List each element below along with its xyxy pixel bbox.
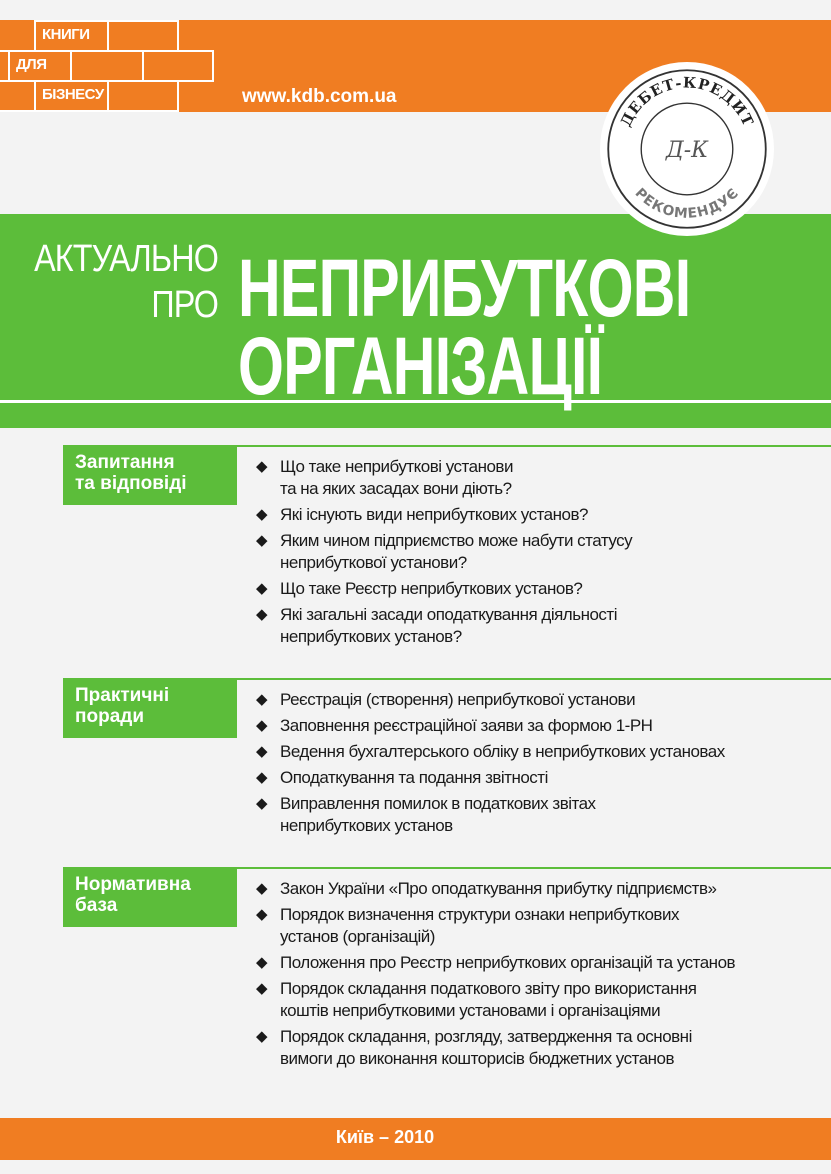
section-qa: [0, 445, 831, 678]
section-label-line: поради: [75, 706, 144, 727]
imprint-city-year: Київ – 2010: [335, 1127, 435, 1147]
diamond-bullet-icon: ◆: [256, 980, 268, 997]
diamond-bullet-icon: ◆: [256, 954, 268, 971]
stamp-signature: Д-К: [665, 138, 709, 164]
section-label-line: Нормативна: [75, 874, 191, 895]
section-label-line: база: [75, 895, 118, 916]
publisher-url[interactable]: www.kdb.com.ua: [242, 86, 397, 107]
diamond-bullet-icon: ◆: [256, 769, 268, 786]
list-item: [256, 741, 831, 763]
section-label-regulations: [63, 867, 237, 927]
list-item-text: Реєстрація (створення) неприбуткової установи: [280, 690, 636, 709]
logo-cell: [142, 50, 214, 82]
list-item-text: Що таке Реєстр неприбуткових установ?: [280, 579, 583, 598]
section-label-line: Запитання: [75, 452, 175, 473]
section-label-line: Практичні: [75, 685, 170, 706]
diamond-bullet-icon: ◆: [256, 906, 268, 923]
list-item-text: Що таке неприбуткові установи та на яких засадах вони діють?: [280, 457, 513, 498]
list-item-text: Які загальні засади оподаткування діяльності неприбуткових установ?: [280, 605, 617, 646]
logo-cell: [70, 50, 144, 82]
diamond-bullet-icon: ◆: [256, 458, 268, 475]
list-item-text: Порядок складання податкового звіту про використання коштів неприбутковими установами і організаціями: [280, 979, 697, 1020]
list-item-text: Яким чином підприємство може набути статусу неприбуткової установи?: [280, 531, 633, 572]
stamp-top-text: ДЕБЕТ-КРЕДИТ: [617, 74, 757, 130]
title-main-line2: ОРГАНІЗАЦІЇ: [238, 321, 603, 412]
diamond-bullet-icon: ◆: [256, 795, 268, 812]
list-item: [256, 456, 831, 500]
series-word-books: КНИГИ: [34, 20, 109, 52]
svg-text:ДЕБЕТ-КРЕДИТ: [617, 74, 756, 129]
list-item-text: Ведення бухгалтерського обліку в неприбуткових установах: [280, 742, 725, 761]
diamond-bullet-icon: ◆: [256, 743, 268, 760]
list-item-text: Заповнення реєстраційної заяви за формою 1-РН: [280, 716, 653, 735]
list-item: [256, 878, 831, 900]
list-item-text: Порядок складання, розгляду, затвердження та основні вимоги до виконання кошторисів бюджетних установ: [280, 1027, 692, 1068]
logo-cell: [107, 20, 179, 52]
section-regulations: [0, 867, 831, 1070]
list-item-text: Оподаткування та подання звітності: [280, 768, 548, 787]
series-word-for: ДЛЯ: [8, 50, 72, 82]
diamond-bullet-icon: ◆: [256, 1028, 268, 1045]
section-tips: [0, 678, 831, 867]
list-item-text: Закон України «Про оподаткування прибутку підприємств»: [280, 879, 717, 898]
list-item-text: Виправлення помилок в податкових звітах неприбуткових установ: [280, 794, 596, 835]
stamp-bottom-text: РЕКОМЕНДУЄ: [631, 185, 743, 223]
list-item-text: Які існують види неприбуткових установ?: [280, 505, 588, 524]
list-item: [256, 1026, 831, 1070]
diamond-bullet-icon: ◆: [256, 532, 268, 549]
series-word-business: БІЗНЕСУ: [34, 80, 109, 112]
list-item-text: Положення про Реєстр неприбуткових організацій та установ: [280, 953, 736, 972]
diamond-bullet-icon: ◆: [256, 580, 268, 597]
section-label-line: та відповіді: [75, 473, 187, 494]
list-item: [256, 978, 831, 1022]
contents-sections: [0, 445, 831, 1074]
list-item: [256, 793, 831, 837]
section-items-regulations: [256, 867, 831, 1070]
diamond-bullet-icon: ◆: [256, 606, 268, 623]
list-item: [256, 715, 831, 737]
svg-text:РЕКОМЕНДУЄ: [632, 185, 743, 222]
list-item: [256, 530, 831, 574]
diamond-bullet-icon: ◆: [256, 506, 268, 523]
list-item: [256, 952, 831, 974]
section-items-tips: [256, 678, 831, 837]
section-label-tips: [63, 678, 237, 738]
list-item: [256, 689, 831, 711]
title-main-line1: НЕПРИБУТКОВІ: [238, 243, 691, 334]
list-item: [256, 504, 831, 526]
diamond-bullet-icon: ◆: [256, 717, 268, 734]
recommendation-stamp: [600, 62, 774, 236]
list-item: [256, 578, 831, 600]
section-label-qa: [63, 445, 237, 505]
logo-cell: [0, 80, 36, 112]
title-prefix-line2: ПРО: [151, 284, 218, 326]
list-item: [256, 767, 831, 789]
list-item: [256, 904, 831, 948]
logo-cell: [107, 80, 179, 112]
list-item-text: Порядок визначення структури ознаки неприбуткових установ (організацій): [280, 905, 679, 946]
diamond-bullet-icon: ◆: [256, 691, 268, 708]
list-item: [256, 604, 831, 648]
section-items-qa: [256, 445, 831, 648]
diamond-bullet-icon: ◆: [256, 880, 268, 897]
title-prefix-line1: АКТУАЛЬНО: [34, 238, 218, 280]
